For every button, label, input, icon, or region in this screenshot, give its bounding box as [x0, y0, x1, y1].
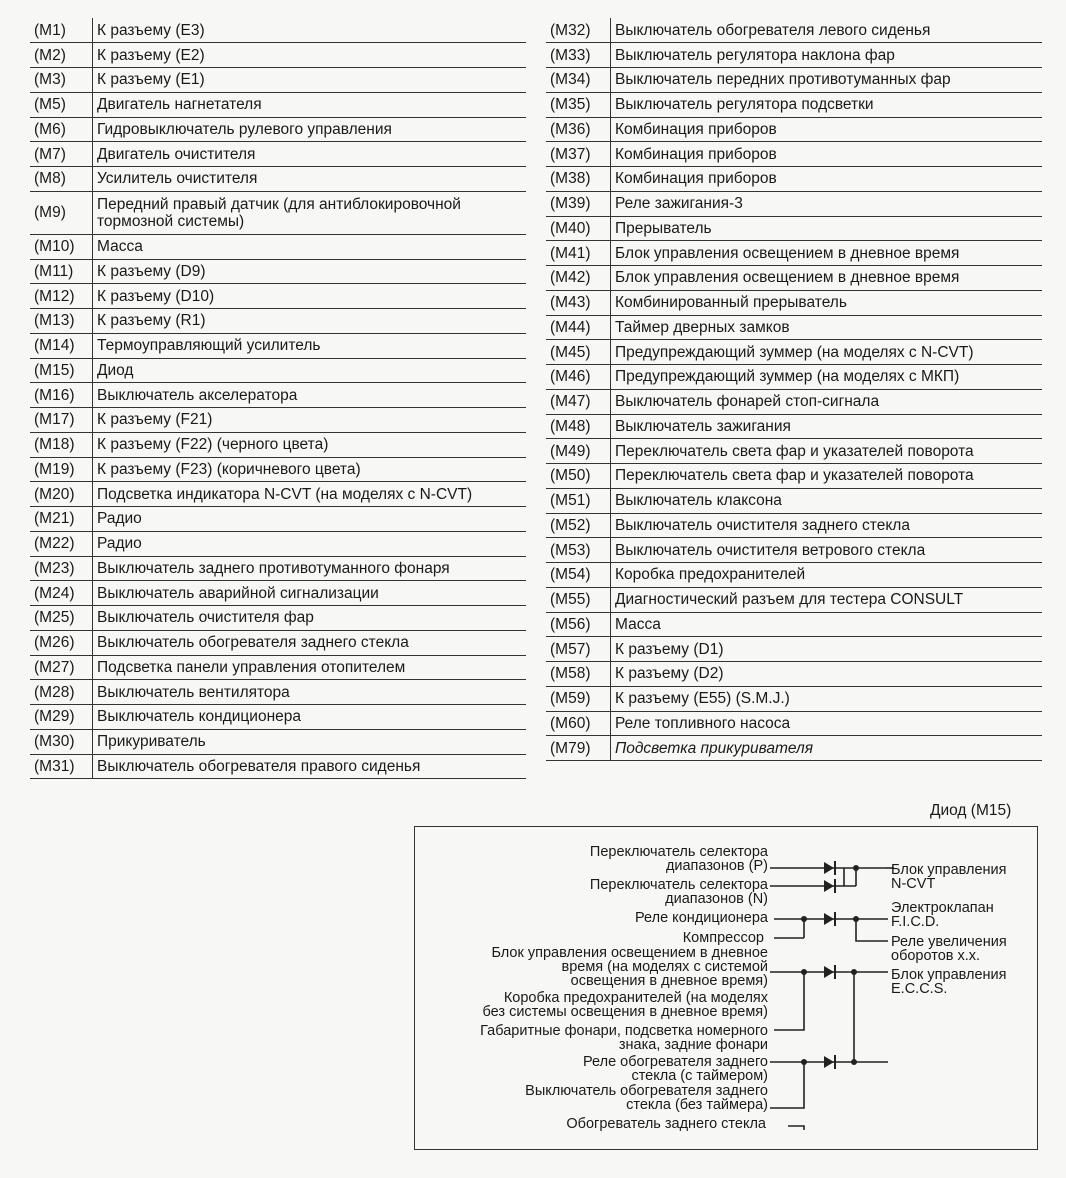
- table-row: [546, 563, 1042, 588]
- table-row: [546, 340, 1042, 365]
- table-row: [30, 234, 526, 259]
- junction-dot: [801, 969, 807, 975]
- connector-description: Комбинация приборов: [611, 167, 1043, 192]
- label-fuse-box: Коробка предохранителей (на моделях без системы освещения в дневное время): [482, 990, 768, 1020]
- connector-code: (M21): [30, 507, 93, 532]
- connector-description: Выключатель передних противотуманных фар: [611, 68, 1043, 93]
- diode-bar: [834, 861, 836, 875]
- label-lamps: Габаритные фонари, подсветка номерного знака, задние фонари: [480, 1023, 768, 1053]
- wire: [770, 1062, 804, 1108]
- table-row: [30, 729, 526, 754]
- table-row: [546, 637, 1042, 662]
- connector-description: Радио: [93, 507, 527, 532]
- wire: [844, 868, 856, 886]
- diode-bar: [834, 912, 836, 926]
- wire: [788, 1126, 804, 1130]
- connector-code: (M48): [546, 414, 611, 439]
- connector-code: (M43): [546, 290, 611, 315]
- table-row: [30, 259, 526, 284]
- connector-code: (M47): [546, 389, 611, 414]
- connector-description: Выключатель обогревателя правого сиденья: [93, 754, 527, 779]
- wire: [774, 972, 804, 1030]
- table-row: [546, 711, 1042, 736]
- connector-code: (M25): [30, 606, 93, 631]
- table-row: [546, 439, 1042, 464]
- connector-description: Выключатель вентилятора: [93, 680, 527, 705]
- connector-code: (M57): [546, 637, 611, 662]
- table-row: [30, 358, 526, 383]
- label-idle-up-relay: Реле увеличения оборотов х.х.: [891, 934, 1007, 964]
- table-row: [546, 389, 1042, 414]
- connector-code: (M45): [546, 340, 611, 365]
- connector-code: (M17): [30, 408, 93, 433]
- connector-description: Комбинация приборов: [611, 117, 1043, 142]
- diode-bar: [834, 1055, 836, 1069]
- table-row: [30, 680, 526, 705]
- connector-code: (M12): [30, 284, 93, 309]
- connector-description: Выключатель клаксона: [611, 488, 1043, 513]
- connector-code: (M23): [30, 556, 93, 581]
- connector-code: (M20): [30, 482, 93, 507]
- table-row: [546, 191, 1042, 216]
- connector-code: (M18): [30, 432, 93, 457]
- connector-description: К разъему (E55) (S.M.J.): [611, 686, 1043, 711]
- connector-code: (M14): [30, 333, 93, 358]
- table-row: [546, 142, 1042, 167]
- table-row: [546, 612, 1042, 637]
- connector-description: Диагностический разъем для тестера CONSULT: [611, 587, 1043, 612]
- label-rear-defogger: Обогреватель заднего стекла: [566, 1116, 766, 1132]
- connector-description: Термоуправляющий усилитель: [93, 333, 527, 358]
- connector-code: (M58): [546, 662, 611, 687]
- connector-description: Выключатель регулятора подсветки: [611, 92, 1043, 117]
- connector-description: Выключатель регулятора наклона фар: [611, 43, 1043, 68]
- table-row: [30, 309, 526, 334]
- label-ficd-valve: Электроклапан F.I.C.D.: [891, 900, 994, 930]
- label-selector-p: Переключатель селектора диапазонов (P): [589, 844, 768, 874]
- connector-description: Блок управления освещением в дневное время: [611, 241, 1043, 266]
- connector-code: (M55): [546, 587, 611, 612]
- connector-description: Диод: [93, 358, 527, 383]
- connector-description: Выключатель очистителя заднего стекла: [611, 513, 1043, 538]
- label-compressor: Компрессор: [682, 930, 764, 946]
- table-row: [30, 68, 526, 93]
- connector-table-left: [30, 18, 526, 779]
- connector-code: (M19): [30, 457, 93, 482]
- connector-code: (M26): [30, 630, 93, 655]
- connector-description: К разъему (F21): [93, 408, 527, 433]
- connector-code: (M11): [30, 259, 93, 284]
- connector-description: Предупреждающий зуммер (на моделях с N-CVT): [611, 340, 1043, 365]
- table-row: [546, 43, 1042, 68]
- connector-code: (M54): [546, 563, 611, 588]
- wire: [770, 868, 844, 886]
- connector-description: Переключатель света фар и указателей поворота: [611, 464, 1043, 489]
- connector-code: (M31): [30, 754, 93, 779]
- table-row: [546, 662, 1042, 687]
- label-selector-n: Переключатель селектора диапазонов (N): [589, 877, 768, 907]
- table-row: [546, 315, 1042, 340]
- connector-description: Блок управления освещением в дневное время: [611, 266, 1043, 291]
- connector-description: К разъему (F23) (коричневого цвета): [93, 457, 527, 482]
- table-row: [546, 587, 1042, 612]
- table-row: [30, 92, 526, 117]
- connector-description: Выключатель очистителя фар: [93, 606, 527, 631]
- connector-code: (M22): [30, 531, 93, 556]
- junction-dot: [853, 865, 859, 871]
- table-row: [30, 754, 526, 779]
- connector-description: К разъему (F22) (черного цвета): [93, 432, 527, 457]
- connector-description: Выключатель обогревателя левого сиденья: [611, 18, 1043, 43]
- diode-symbol: [824, 966, 834, 978]
- connector-code: (M6): [30, 117, 93, 142]
- junction-dot: [801, 1059, 807, 1065]
- label-rear-defog-relay: Реле обогревателя заднего стекла (с таймером): [583, 1054, 768, 1084]
- diode-symbol: [824, 913, 834, 925]
- connector-code: (M36): [546, 117, 611, 142]
- connector-code: (M44): [546, 315, 611, 340]
- connector-code: (M34): [546, 68, 611, 93]
- table-row: [30, 117, 526, 142]
- connector-description: К разъему (D1): [611, 637, 1043, 662]
- connector-code: (M56): [546, 612, 611, 637]
- label-ncvt-unit: Блок управления N-CVT: [891, 862, 1007, 892]
- connector-description: Подсветка прикуривателя: [611, 736, 1043, 761]
- connector-code: (M52): [546, 513, 611, 538]
- connector-code: (M49): [546, 439, 611, 464]
- connector-code: (M46): [546, 365, 611, 390]
- table-row: [30, 655, 526, 680]
- connector-description: Двигатель очистителя: [93, 142, 527, 167]
- connector-code: (M15): [30, 358, 93, 383]
- connector-description: Предупреждающий зуммер (на моделях с МКП): [611, 365, 1043, 390]
- connector-description: Выключатель заднего противотуманного фонаря: [93, 556, 527, 581]
- connector-description: К разъему (E1): [93, 68, 527, 93]
- connector-description: Двигатель нагнетателя: [93, 92, 527, 117]
- label-drl-unit: Блок управления освещением в дневное время (на моделях с системой освещения в дневное время): [491, 945, 768, 989]
- table-row: [546, 365, 1042, 390]
- connector-code: (M9): [30, 191, 93, 234]
- table-row: [30, 333, 526, 358]
- connector-code: (M39): [546, 191, 611, 216]
- connector-code: (M40): [546, 216, 611, 241]
- connector-code: (M3): [30, 68, 93, 93]
- table-row: [546, 18, 1042, 43]
- table-row: [546, 266, 1042, 291]
- table-row: [546, 464, 1042, 489]
- table-row: [30, 191, 526, 234]
- table-row: [30, 457, 526, 482]
- connector-code: (M30): [30, 729, 93, 754]
- junction-dot: [851, 969, 857, 975]
- connector-description: Таймер дверных замков: [611, 315, 1043, 340]
- connector-description: Переключатель света фар и указателей поворота: [611, 439, 1043, 464]
- connector-code: (M28): [30, 680, 93, 705]
- junction-dot: [801, 916, 807, 922]
- table-row: [546, 117, 1042, 142]
- table-row: [30, 167, 526, 192]
- connector-code: (M2): [30, 43, 93, 68]
- connector-description: Выключатель фонарей стоп-сигнала: [611, 389, 1043, 414]
- connector-description: Гидровыключатель рулевого управления: [93, 117, 527, 142]
- table-row: [30, 432, 526, 457]
- table-row: [30, 606, 526, 631]
- connector-description: Выключатель кондиционера: [93, 705, 527, 730]
- table-row: [546, 290, 1042, 315]
- junction-dot: [851, 1059, 857, 1065]
- diode-symbol: [824, 1056, 834, 1068]
- connector-description: Реле топливного насоса: [611, 711, 1043, 736]
- table-row: [30, 43, 526, 68]
- connector-description: К разъему (D10): [93, 284, 527, 309]
- connector-code: (M10): [30, 234, 93, 259]
- table-row: [30, 581, 526, 606]
- wire: [856, 919, 888, 941]
- table-row: [30, 507, 526, 532]
- connector-description: Выключатель обогревателя заднего стекла: [93, 630, 527, 655]
- connector-description: Масса: [611, 612, 1043, 637]
- connector-code: (M33): [546, 43, 611, 68]
- table-row: [30, 705, 526, 730]
- diagram-title: Диод (M15): [930, 802, 1012, 819]
- connector-code: (M42): [546, 266, 611, 291]
- connector-code: (M5): [30, 92, 93, 117]
- connector-description: Комбинация приборов: [611, 142, 1043, 167]
- connector-code: (M13): [30, 309, 93, 334]
- connector-description: Реле зажигания-3: [611, 191, 1043, 216]
- label-rear-defog-switch: Выключатель обогревателя заднего стекла (без таймера): [525, 1083, 768, 1113]
- table-row: [30, 482, 526, 507]
- table-row: [30, 142, 526, 167]
- table-row: [546, 686, 1042, 711]
- table-row: [546, 488, 1042, 513]
- table-row: [546, 167, 1042, 192]
- table-row: [546, 241, 1042, 266]
- connector-code: (M50): [546, 464, 611, 489]
- connector-description: К разъему (E2): [93, 43, 527, 68]
- connector-code: (M27): [30, 655, 93, 680]
- diode-symbol: [824, 880, 834, 892]
- connector-description: К разъему (D2): [611, 662, 1043, 687]
- table-row: [546, 513, 1042, 538]
- connector-description: Прерыватель: [611, 216, 1043, 241]
- connector-code: (M59): [546, 686, 611, 711]
- table-row: [546, 216, 1042, 241]
- connector-description: Комбинированный прерыватель: [611, 290, 1043, 315]
- table-row: [546, 68, 1042, 93]
- connector-code: (M35): [546, 92, 611, 117]
- table-row: [546, 414, 1042, 439]
- connector-description: К разъему (D9): [93, 259, 527, 284]
- connector-code: (M53): [546, 538, 611, 563]
- table-row: [30, 408, 526, 433]
- diode-symbol: [824, 862, 834, 874]
- connector-code: (M41): [546, 241, 611, 266]
- table-row: [30, 383, 526, 408]
- diode-bar: [834, 965, 836, 979]
- connector-description: Радио: [93, 531, 527, 556]
- connector-description: К разъему (E3): [93, 18, 527, 43]
- connector-code: (M1): [30, 18, 93, 43]
- connector-description: Подсветка индикатора N-CVT (на моделях с N-CVT): [93, 482, 527, 507]
- connector-description: Подсветка панели управления отопителем: [93, 655, 527, 680]
- connector-code: (M24): [30, 581, 93, 606]
- connector-description: Усилитель очистителя: [93, 167, 527, 192]
- table-row: [30, 630, 526, 655]
- connector-code: (M37): [546, 142, 611, 167]
- label-eccs-unit: Блок управления E.C.C.S.: [891, 967, 1007, 997]
- diode-bar: [834, 879, 836, 893]
- connector-description: Масса: [93, 234, 527, 259]
- table-row: [546, 736, 1042, 761]
- label-ac-relay: Реле кондиционера: [635, 910, 768, 926]
- wire: [774, 919, 804, 938]
- table-row: [30, 18, 526, 43]
- connector-code: (M32): [546, 18, 611, 43]
- connector-table-right: [546, 18, 1042, 761]
- connector-code: (M8): [30, 167, 93, 192]
- connector-description: Выключатель зажигания: [611, 414, 1043, 439]
- connector-code: (M51): [546, 488, 611, 513]
- connector-description: Выключатель акселератора: [93, 383, 527, 408]
- connector-description: Коробка предохранителей: [611, 563, 1043, 588]
- table-row: [30, 556, 526, 581]
- connector-description: Выключатель аварийной сигнализации: [93, 581, 527, 606]
- connector-code: (M79): [546, 736, 611, 761]
- table-row: [30, 531, 526, 556]
- table-row: [30, 284, 526, 309]
- connector-code: (M38): [546, 167, 611, 192]
- connector-code: (M16): [30, 383, 93, 408]
- connector-description: К разъему (R1): [93, 309, 527, 334]
- connector-description: Прикуриватель: [93, 729, 527, 754]
- junction-dot: [853, 916, 859, 922]
- connector-description: Выключатель очистителя ветрового стекла: [611, 538, 1043, 563]
- connector-code: (M7): [30, 142, 93, 167]
- connector-code: (M60): [546, 711, 611, 736]
- table-row: [546, 92, 1042, 117]
- connector-description: Передний правый датчик (для антиблокировочной тормозной системы): [93, 191, 527, 234]
- table-row: [546, 538, 1042, 563]
- connector-code: (M29): [30, 705, 93, 730]
